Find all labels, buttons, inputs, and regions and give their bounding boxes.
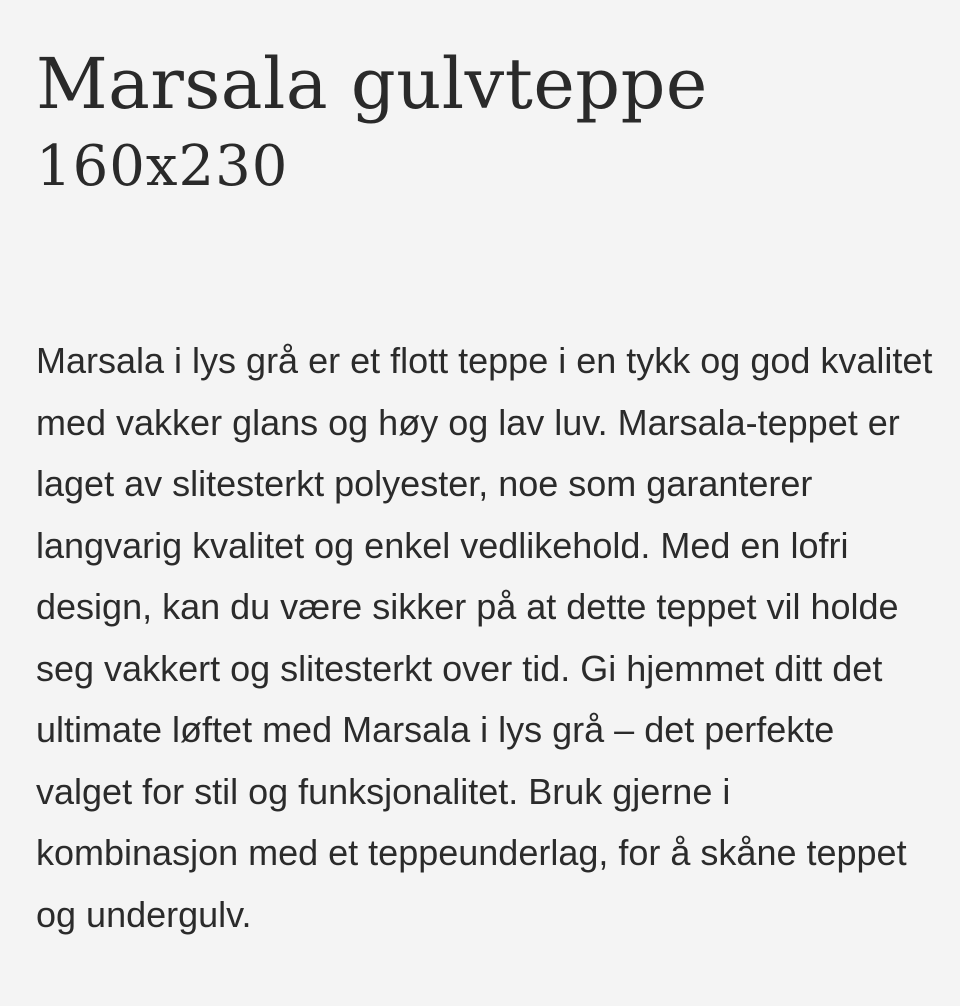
product-description: Marsala i lys grå er et flott teppe i en tykk og god kvalitet med vakker glans og høy og lav luv. Marsala-teppet er laget av slitesterkt polyester, noe som garanterer langvarig kvalitet og enkel vedlikehold. Med en lofri design, kan du være sikker på at dette teppet vil holde seg vakkert og slitesterkt over tid. Gi hjemmet ditt det ultimate løftet med Marsala i lys grå – det perfekte valget for stil og funksjonalitet. Bruk gjerne i kombinasjon med et teppeunderlag, for å skåne teppet og undergulv. xyxy=(36,340,933,935)
product-title: Marsala gulvteppe xyxy=(36,43,708,125)
product-size: 160x230 xyxy=(36,134,289,199)
